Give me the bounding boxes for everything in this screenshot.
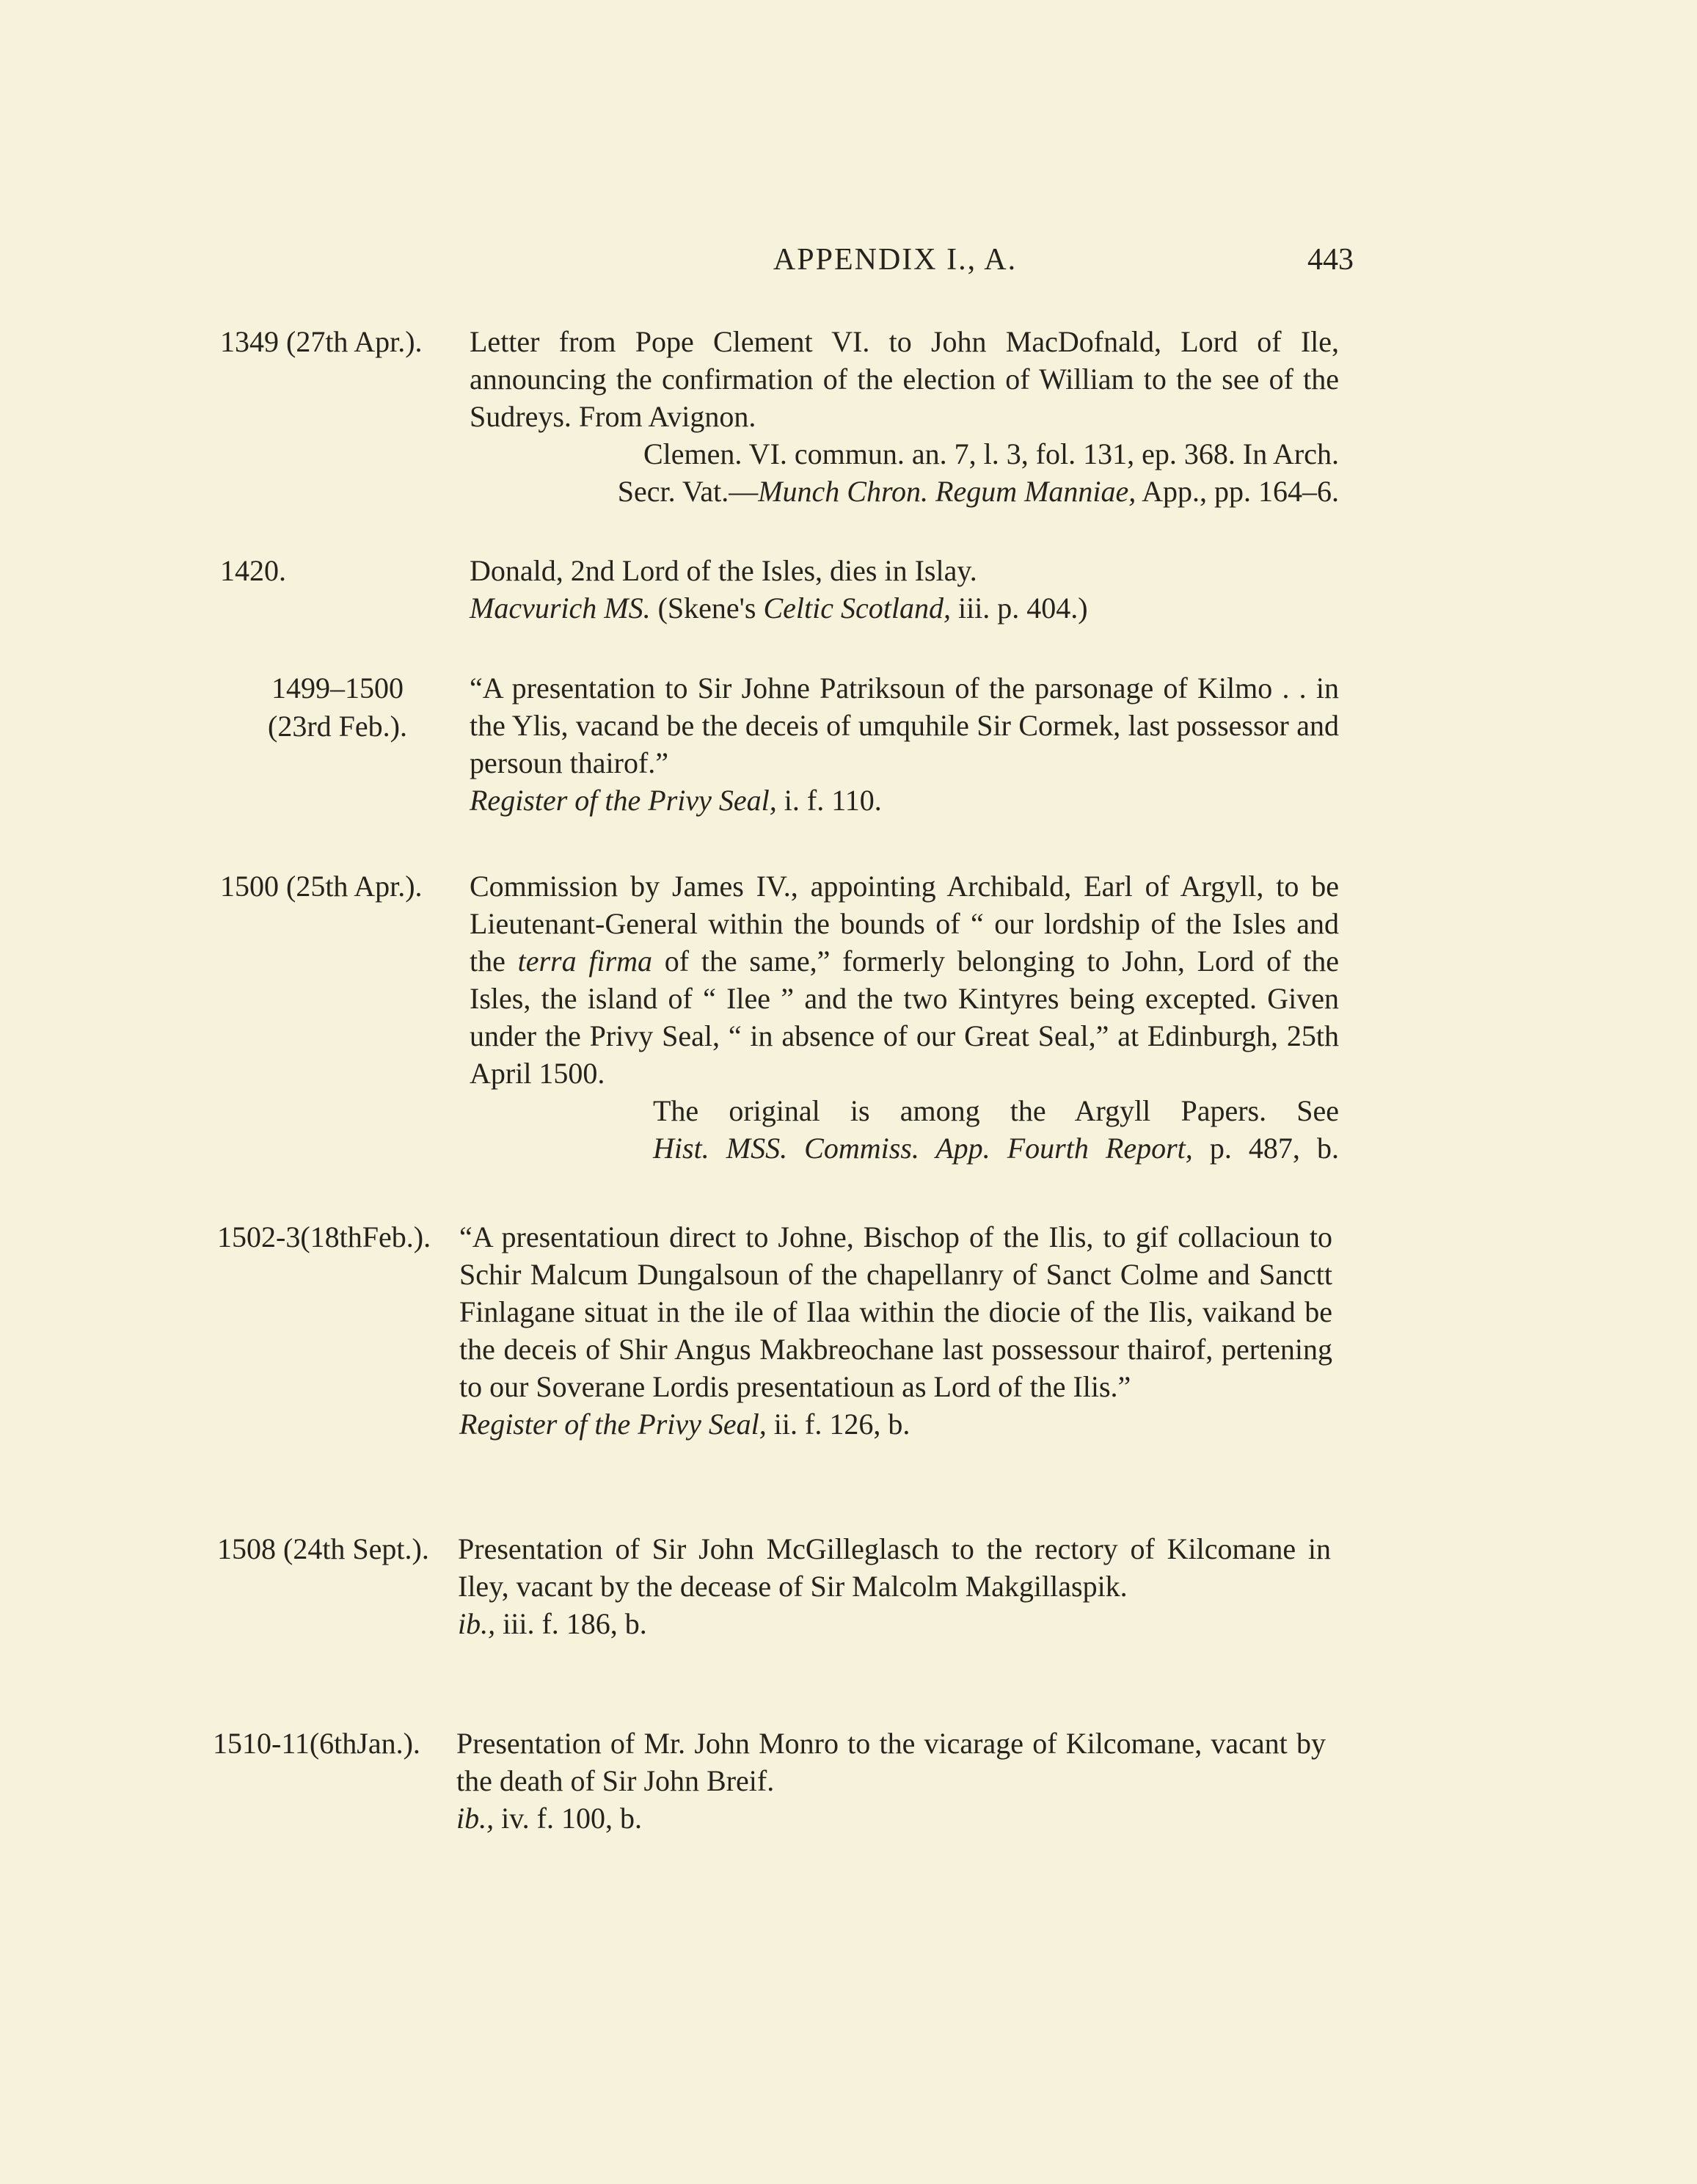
citation-italic: Munch Chron. Regum Manniae,: [758, 475, 1136, 508]
entry-body: [470, 669, 1339, 819]
running-header: APPENDIX I., A.: [773, 243, 1018, 277]
citation-text: p. 487, b.: [1192, 1132, 1340, 1165]
citation-line-1: The original is among the Argyll Papers. See: [653, 1094, 1339, 1127]
citation-text: Secr. Vat.—: [617, 475, 759, 508]
citation-text: iii. p. 404.): [950, 592, 1088, 625]
entry-date: 1349 (27th Apr.).: [220, 325, 423, 358]
entry-text: Presentation of Sir John McGilleglasch to the rectory of Kilcomane in Iley, vacant by the decease of Sir Malcolm Makgillaspik.: [458, 1532, 1331, 1603]
citation-text: (Skene's: [650, 592, 764, 625]
citation-line-2: [577, 475, 1339, 508]
text-italic: terra firma: [517, 944, 653, 978]
entry-date: 1500 (25th Apr.).: [220, 870, 423, 903]
date-line-1: 1499–1500: [271, 671, 404, 705]
citation-italic: Celtic Scotland,: [763, 592, 951, 625]
entry-body: [456, 1725, 1326, 1837]
citation-italic: ib.,: [458, 1607, 496, 1640]
entry-citation: [470, 589, 1339, 627]
entry-text: “A presentatioun direct to Johne, Bischop of the Ilis, to gif collacioun to Schir Malcum Dungalsoun of the chapellanry of Sanct Colme and Sanctt Finlagane situat in the ile of Ilaa within the diocie of the Ilis, vaikand be the deceis of Shir Angus Makbreochane last possessour thairof, pertening to our Soverane Lordis presentatioun as Lord of the Ilis.”: [459, 1220, 1332, 1403]
entry-text: Donald, 2nd Lord of the Isles, dies in Islay.: [470, 554, 977, 587]
entry-text: [470, 867, 1339, 1092]
entry-citation: [470, 435, 1339, 510]
entry-body: [459, 1218, 1332, 1443]
citation-text: i. f. 110.: [776, 784, 882, 817]
citation-line-2: [470, 1129, 1339, 1167]
entry-date: 1510-11(6thJan.).: [213, 1727, 420, 1760]
entry-citation: [459, 1405, 1332, 1443]
citation-line-1: Clemen. VI. commun. an. 7, l. 3, fol. 131, ep. 368. In Arch.: [643, 437, 1339, 470]
entry-text: Presentation of Mr. John Monro to the vicarage of Kilcomane, vacant by the death of Sir John Breif.: [456, 1727, 1326, 1797]
entry-body: [470, 552, 1339, 627]
entry-date: 1502-3(18thFeb.).: [217, 1220, 431, 1253]
entry-date: [220, 669, 455, 746]
entry-body: [458, 1530, 1331, 1642]
entry-text: “A presentation to Sir Johne Patriksoun of the parsonage of Kilmo . . in the Ylis, vacand be the deceis of umquhile Sir Cormek, last possessor and persoun thairof.”: [470, 671, 1339, 779]
citation-text: iii. f. 186, b.: [495, 1607, 647, 1640]
citation-italic: Register of the Privy Seal,: [459, 1408, 767, 1441]
text-segment: of the same,” formerly belonging to John, Lord of the Isles, the island of “ Ilee ” and the two Kintyres being excepted. Given under the Privy Seal, “ in absence of our Great Seal,” at Edinburgh, 25th April 1500.: [470, 944, 1340, 1090]
entry-date: 1420.: [220, 554, 286, 587]
page-number: 443: [1307, 243, 1354, 277]
citation-italic: Hist. MSS. Commiss. App. Fourth Report,: [653, 1132, 1193, 1165]
citation-text: App., pp. 164–6.: [1136, 475, 1339, 508]
text-segment: Commission by James IV., appointing Archibald, Earl of Argyll, to be Lieutenant-General within the bounds of “ our lordship of the Isles and the: [470, 870, 1339, 978]
entry-citation: [458, 1605, 1331, 1642]
citation-italic: ib.,: [456, 1802, 494, 1835]
citation-text: iv. f. 100, b.: [494, 1802, 642, 1835]
entry-citation: [470, 782, 1339, 819]
citation-text: ii. f. 126, b.: [766, 1408, 910, 1441]
entry-body: [470, 323, 1339, 510]
entry-text: Letter from Pope Clement VI. to John MacDofnald, Lord of Ile, announcing the confirmation of the election of William to the see of the Sudreys. From Avignon.: [470, 325, 1339, 433]
entry-date: 1508 (24th Sept.).: [217, 1532, 429, 1565]
date-line-2: (23rd Feb.).: [268, 710, 407, 743]
citation-italic: Macvurich MS.: [470, 592, 651, 625]
entry-body: [470, 867, 1339, 1167]
citation-italic: Register of the Privy Seal,: [470, 784, 777, 817]
entry-citation: [456, 1799, 1326, 1837]
